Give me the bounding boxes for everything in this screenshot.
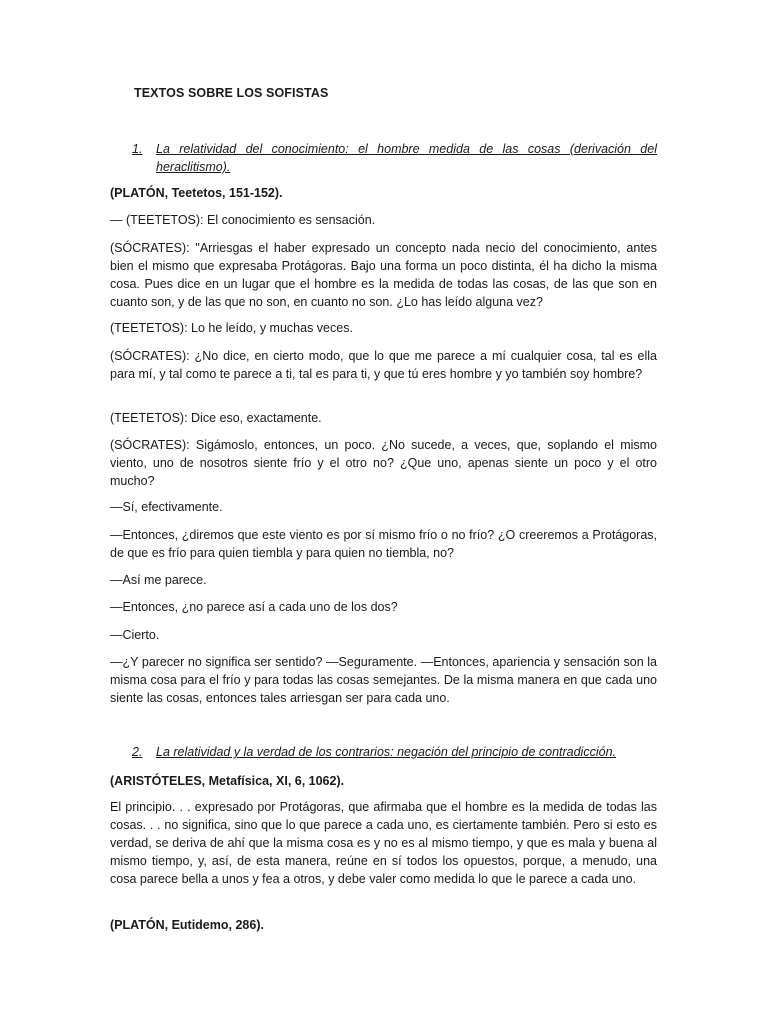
dialogue-paragraph: —Así me parece. xyxy=(110,573,207,587)
dialogue-paragraph: — (TEETETOS): El conocimiento es sensación. xyxy=(110,213,376,227)
section-2-heading-text: La relatividad y la verdad de los contrarios: negación del principio de contradicción. xyxy=(156,745,616,759)
document-title: TEXTOS SOBRE LOS SOFISTAS xyxy=(134,86,329,100)
section-1-heading xyxy=(110,140,657,176)
dialogue-paragraph: —Entonces, ¿diremos que este viento es por sí mismo frío o no frío? ¿O creeremos a Protágoras, de que es frío para quien tiembla y para quien no tiembla, no? xyxy=(110,528,657,560)
dialogue-paragraph: —Sí, efectivamente. xyxy=(110,500,223,514)
dialogue-paragraph: —Cierto. xyxy=(110,628,160,642)
dialogue-paragraph: (SÓCRATES): Sigámoslo, entonces, un poco. ¿No sucede, a veces, que, soplando el mismo viento, uno de nosotros siente frío y el otro no? ¿Que uno, apenas siente un poco y el otro mucho? xyxy=(110,438,657,488)
dialogue-paragraph: (TEETETOS): Dice eso, exactamente. xyxy=(110,411,322,425)
section-2-number: 2. xyxy=(132,745,143,759)
dialogue-paragraph: —Entonces, ¿no parece así a cada uno de los dos? xyxy=(110,600,398,614)
section-2-heading xyxy=(110,743,657,761)
section-1-source: (PLATÓN, Teetetos, 151-152). xyxy=(110,186,283,200)
section-1-heading-text: La relatividad del conocimiento: el hombre medida de las cosas (derivación del heraclitismo). xyxy=(156,142,657,174)
dialogue-paragraph: —¿Y parecer no significa ser sentido? —Seguramente. —Entonces, apariencia y sensación son la misma cosa para el frío y para todas las cosas semejantes. De la misma manera en que cada uno siente las cosas, entonces tales arriesgan ser para cada uno. xyxy=(110,655,657,705)
dialogue-paragraph: (SÓCRATES): "Arriesgas el haber expresado un concepto nada necio del conocimiento, antes bien el mismo que expresaba Protágoras. Bajo una forma un poco distinta, él ha dicho la misma cosa. Pues dice en un lugar que el hombre es la medida de todas las cosas, de las que son en cuanto son, y de las que no son, en cuanto no son. ¿Lo has leído alguna vez? xyxy=(110,241,657,309)
section-1-number: 1. xyxy=(132,142,143,156)
section-2-source-2: (PLATÓN, Eutidemo, 286). xyxy=(110,918,264,932)
dialogue-paragraph: (TEETETOS): Lo he leído, y muchas veces. xyxy=(110,321,353,335)
quote-paragraph: El principio. . . expresado por Protágoras, que afirmaba que el hombre es la medida de todas las cosas. . . no significa, sino que lo que parece a cada uno, es ciertamente también. Pero si esto es verdad, se deriva de ahí que la misma cosa es y no es al mismo tiempo, y que es mala y buena al mismo tiempo, y, así, de esta manera, reúne en sí todos los opuestos, porque, a menudo, una cosa parece bella a unos y fea a otros, y debe valer como medida lo que le parece a cada uno. xyxy=(110,800,657,886)
dialogue-paragraph: (SÓCRATES): ¿No dice, en cierto modo, que lo que me parece a mí cualquier cosa, tal es ella para mí, y tal como te parece a ti, tal es para ti, y que tú eres hombre y yo también soy hombre? xyxy=(110,349,657,381)
section-2-source: (ARISTÓTELES, Metafísica, XI, 6, 1062). xyxy=(110,774,345,788)
